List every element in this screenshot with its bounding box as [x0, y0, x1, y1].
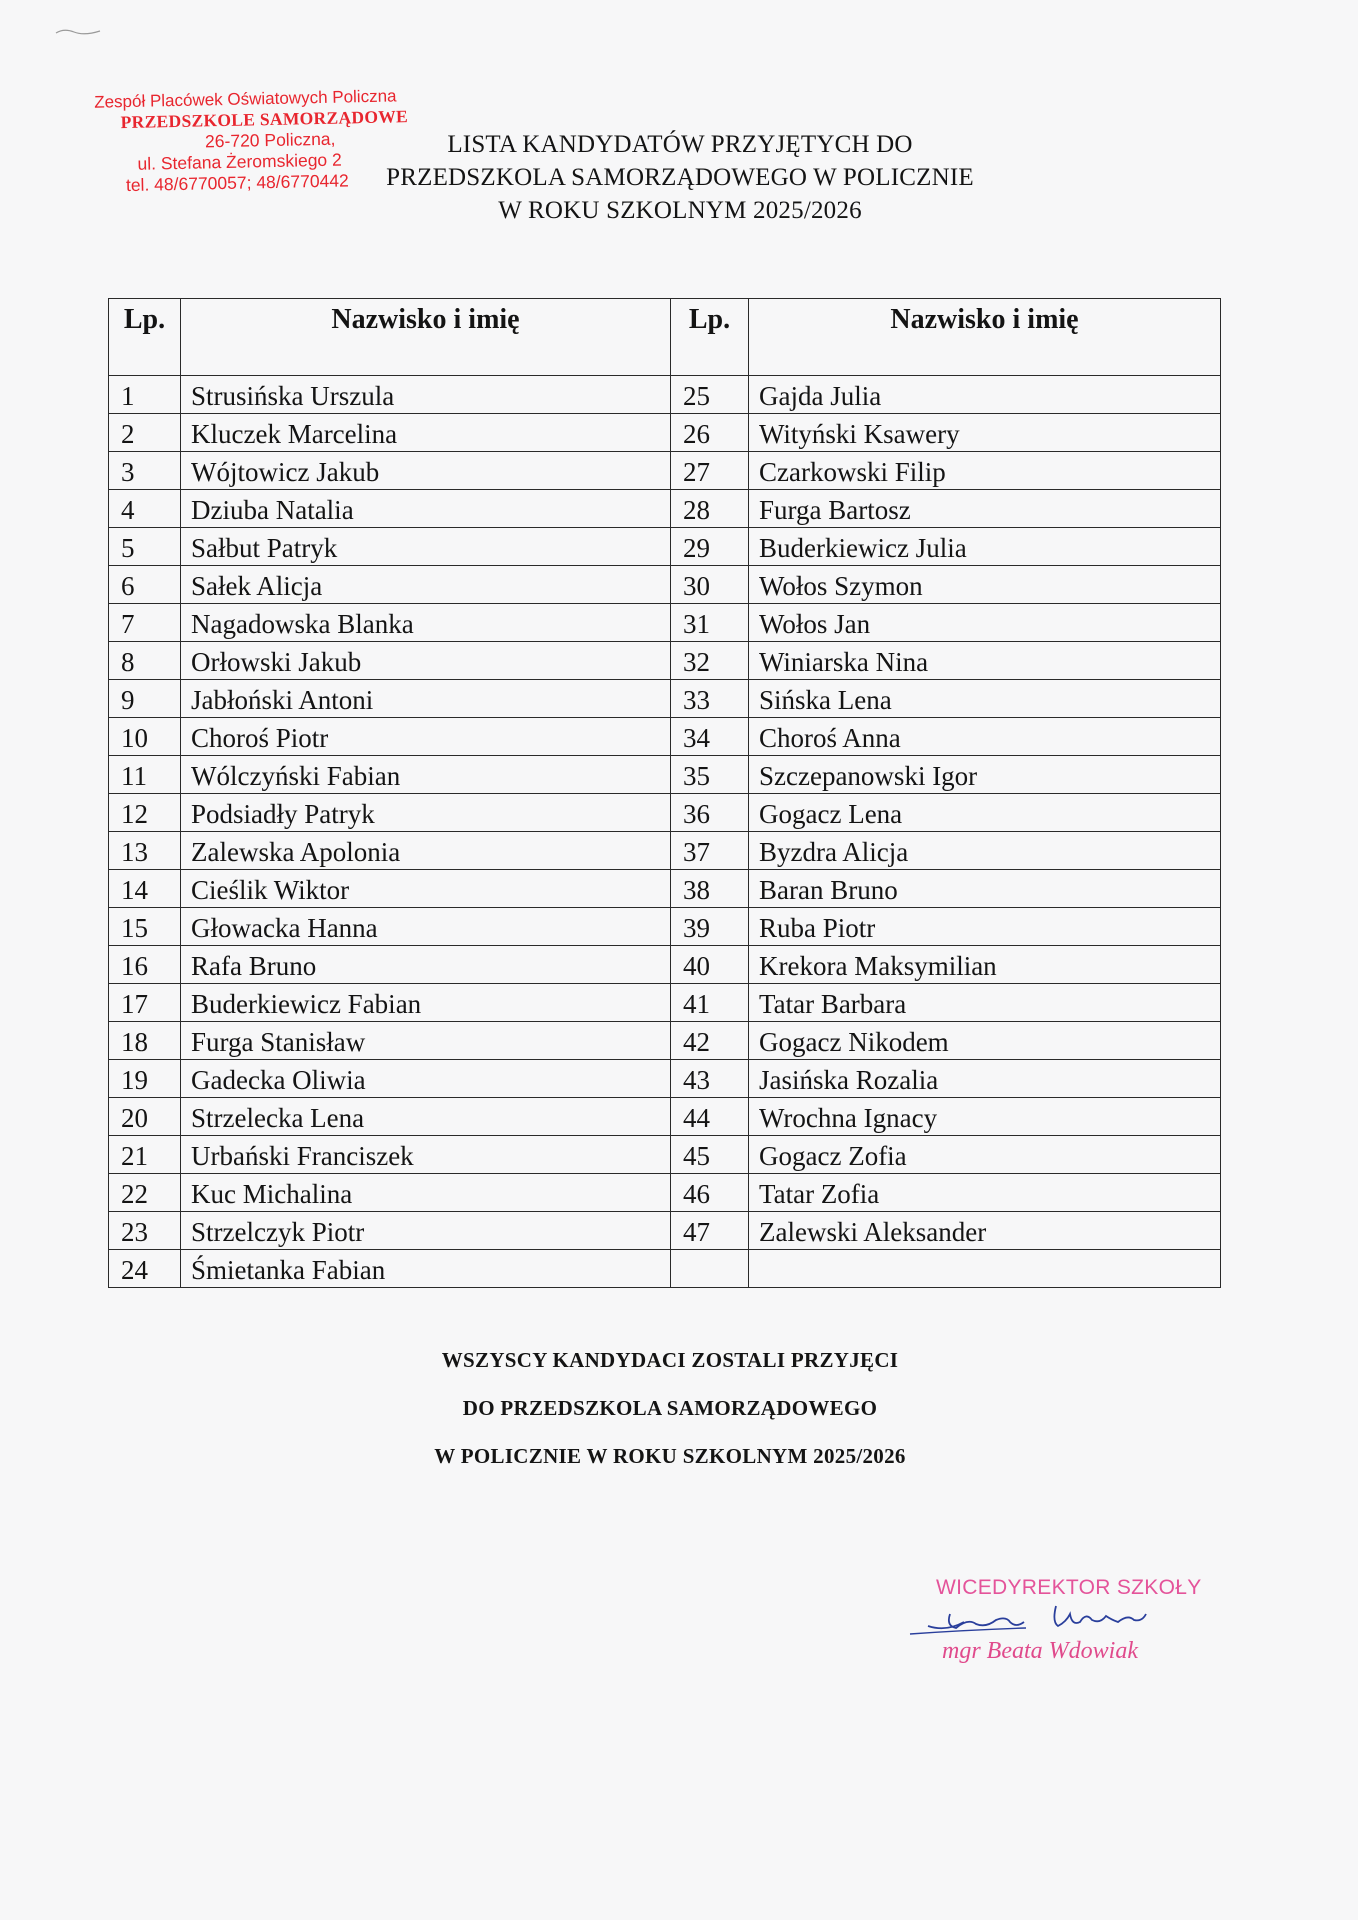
- row-number: 8: [109, 642, 181, 680]
- handwritten-signature: [906, 1592, 1196, 1642]
- row-number: 17: [109, 984, 181, 1022]
- row-number: 7: [109, 604, 181, 642]
- table-row: [109, 1174, 1221, 1212]
- candidate-name: Śmietanka Fabian: [181, 1250, 671, 1288]
- table-row: [109, 680, 1221, 718]
- row-number: 36: [671, 794, 749, 832]
- candidate-name: Strzelecka Lena: [181, 1098, 671, 1136]
- candidate-name: Rafa Bruno: [181, 946, 671, 984]
- candidate-name: Głowacka Hanna: [181, 908, 671, 946]
- candidate-name: Wrochna Ignacy: [749, 1098, 1221, 1136]
- table-row: [109, 490, 1221, 528]
- candidate-name: Furga Stanisław: [181, 1022, 671, 1060]
- candidate-name: Zalewski Aleksander: [749, 1212, 1221, 1250]
- candidate-name: Buderkiewicz Julia: [749, 528, 1221, 566]
- candidate-name: Urbański Franciszek: [181, 1136, 671, 1174]
- candidate-name: Strzelczyk Piotr: [181, 1212, 671, 1250]
- candidate-name: Szczepanowski Igor: [749, 756, 1221, 794]
- row-number: 38: [671, 870, 749, 908]
- table-row: [109, 794, 1221, 832]
- row-number: 44: [671, 1098, 749, 1136]
- candidate-name: Gadecka Oliwia: [181, 1060, 671, 1098]
- row-number: 28: [671, 490, 749, 528]
- row-number: 19: [109, 1060, 181, 1098]
- row-number: 26: [671, 414, 749, 452]
- candidate-name: Wójtowicz Jakub: [181, 452, 671, 490]
- row-number: 22: [109, 1174, 181, 1212]
- candidate-name: Gogacz Nikodem: [749, 1022, 1221, 1060]
- title-line-2: PRZEDSZKOLA SAMORZĄDOWEGO W POLICZNIE: [386, 164, 974, 191]
- candidate-name: Buderkiewicz Fabian: [181, 984, 671, 1022]
- candidate-name: Gajda Julia: [749, 376, 1221, 414]
- row-number: 41: [671, 984, 749, 1022]
- candidate-name: Sińska Lena: [749, 680, 1221, 718]
- row-number: 11: [109, 756, 181, 794]
- row-number: 34: [671, 718, 749, 756]
- stamp-line-3: 26-720 Policzna,: [204, 128, 336, 152]
- row-number: 12: [109, 794, 181, 832]
- candidate-name: Podsiadły Patryk: [181, 794, 671, 832]
- candidates-table: [108, 298, 1221, 1288]
- signature-block: [906, 1576, 1202, 1686]
- candidate-name: Byzdra Alicja: [749, 832, 1221, 870]
- candidate-name: Choroś Anna: [749, 718, 1221, 756]
- table-row: [109, 832, 1221, 870]
- admission-note: [330, 1336, 1010, 1480]
- row-number: 25: [671, 376, 749, 414]
- row-number: 47: [671, 1212, 749, 1250]
- row-number: 45: [671, 1136, 749, 1174]
- row-number: 39: [671, 908, 749, 946]
- note-line-1: WSZYSCY KANDYDACI ZOSTALI PRZYJĘCI: [441, 1348, 899, 1372]
- stamp-line-2: PRZEDSZKOLE SAMORZĄDOWE: [120, 106, 409, 133]
- candidate-name: Zalewska Apolonia: [181, 832, 671, 870]
- row-number: 23: [109, 1212, 181, 1250]
- table-row: [109, 1060, 1221, 1098]
- table-row: [109, 642, 1221, 680]
- candidate-name: Furga Bartosz: [749, 490, 1221, 528]
- row-number: 24: [109, 1250, 181, 1288]
- row-number: 3: [109, 452, 181, 490]
- row-number: [671, 1250, 749, 1288]
- row-number: 43: [671, 1060, 749, 1098]
- candidate-name: Dziuba Natalia: [181, 490, 671, 528]
- candidate-name: Sałek Alicja: [181, 566, 671, 604]
- title-line-1: LISTA KANDYDATÓW PRZYJĘTYCH DO: [447, 131, 913, 158]
- row-number: 21: [109, 1136, 181, 1174]
- candidate-name: Cieślik Wiktor: [181, 870, 671, 908]
- candidate-name: Gogacz Zofia: [749, 1136, 1221, 1174]
- row-number: 13: [109, 832, 181, 870]
- signatory-role-stamp: WICEDYREKTOR SZKOŁY: [936, 1576, 1202, 1599]
- note-line-2: DO PRZEDSZKOLA SAMORZĄDOWEGO: [462, 1396, 878, 1420]
- table-header-row: [109, 299, 1221, 376]
- row-number: 42: [671, 1022, 749, 1060]
- candidate-name: Nagadowska Blanka: [181, 604, 671, 642]
- row-number: 6: [109, 566, 181, 604]
- scan-artifact: [54, 24, 104, 42]
- table-row: [109, 414, 1221, 452]
- candidate-name: Gogacz Lena: [749, 794, 1221, 832]
- row-number: 37: [671, 832, 749, 870]
- header-name-left: Nazwisko i imię: [181, 299, 671, 376]
- candidate-name: Sałbut Patryk: [181, 528, 671, 566]
- row-number: 32: [671, 642, 749, 680]
- table-row: [109, 908, 1221, 946]
- table-body: [109, 376, 1221, 1288]
- table-row: [109, 718, 1221, 756]
- candidate-name: Ruba Piotr: [749, 908, 1221, 946]
- candidate-name: Wityński Ksawery: [749, 414, 1221, 452]
- candidate-name: Tatar Zofia: [749, 1174, 1221, 1212]
- table-row: [109, 566, 1221, 604]
- candidate-name: [749, 1250, 1221, 1288]
- header-lp-left: Lp.: [109, 299, 181, 376]
- row-number: 10: [109, 718, 181, 756]
- candidate-name: Baran Bruno: [749, 870, 1221, 908]
- signatory-name: mgr Beata Wdowiak: [942, 1638, 1138, 1664]
- header-name-right: Nazwisko i imię: [749, 299, 1221, 376]
- stamp-line-1: Zespół Placówek Oświatowych Policzna: [94, 86, 397, 112]
- row-number: 2: [109, 414, 181, 452]
- candidate-name: Orłowski Jakub: [181, 642, 671, 680]
- table-row: [109, 870, 1221, 908]
- candidate-name: Kuc Michalina: [181, 1174, 671, 1212]
- row-number: 20: [109, 1098, 181, 1136]
- row-number: 33: [671, 680, 749, 718]
- table-row: [109, 946, 1221, 984]
- table-row: [109, 984, 1221, 1022]
- note-line-3: W POLICZNIE W ROKU SZKOLNYM 2025/2026: [434, 1444, 906, 1468]
- candidate-name: Kluczek Marcelina: [181, 414, 671, 452]
- candidate-name: Tatar Barbara: [749, 984, 1221, 1022]
- table-row: [109, 528, 1221, 566]
- row-number: 15: [109, 908, 181, 946]
- candidate-name: Wołos Jan: [749, 604, 1221, 642]
- row-number: 14: [109, 870, 181, 908]
- document-title: [300, 128, 1060, 227]
- table-row: [109, 1136, 1221, 1174]
- stamp-line-4: ul. Stefana Żeromskiego 2: [137, 149, 342, 174]
- candidate-name: Czarkowski Filip: [749, 452, 1221, 490]
- row-number: 18: [109, 1022, 181, 1060]
- row-number: 46: [671, 1174, 749, 1212]
- header-lp-right: Lp.: [671, 299, 749, 376]
- row-number: 35: [671, 756, 749, 794]
- candidate-name: Krekora Maksymilian: [749, 946, 1221, 984]
- row-number: 27: [671, 452, 749, 490]
- row-number: 40: [671, 946, 749, 984]
- table-row: [109, 1098, 1221, 1136]
- row-number: 1: [109, 376, 181, 414]
- table-row: [109, 604, 1221, 642]
- candidate-name: Winiarska Nina: [749, 642, 1221, 680]
- table-row: [109, 1022, 1221, 1060]
- row-number: 4: [109, 490, 181, 528]
- row-number: 9: [109, 680, 181, 718]
- candidate-name: Strusińska Urszula: [181, 376, 671, 414]
- table-row: [109, 1212, 1221, 1250]
- table-row: [109, 756, 1221, 794]
- row-number: 30: [671, 566, 749, 604]
- candidate-name: Wólczyński Fabian: [181, 756, 671, 794]
- row-number: 5: [109, 528, 181, 566]
- title-line-3: W ROKU SZKOLNYM 2025/2026: [498, 197, 862, 224]
- table-row: [109, 452, 1221, 490]
- table-row: [109, 1250, 1221, 1288]
- row-number: 16: [109, 946, 181, 984]
- candidate-name: Jasińska Rozalia: [749, 1060, 1221, 1098]
- candidate-name: Jabłoński Antoni: [181, 680, 671, 718]
- candidate-name: Wołos Szymon: [749, 566, 1221, 604]
- row-number: 31: [671, 604, 749, 642]
- row-number: 29: [671, 528, 749, 566]
- table-row: [109, 376, 1221, 414]
- stamp-line-5: tel. 48/6770057; 48/6770442: [125, 170, 349, 196]
- candidate-name: Choroś Piotr: [181, 718, 671, 756]
